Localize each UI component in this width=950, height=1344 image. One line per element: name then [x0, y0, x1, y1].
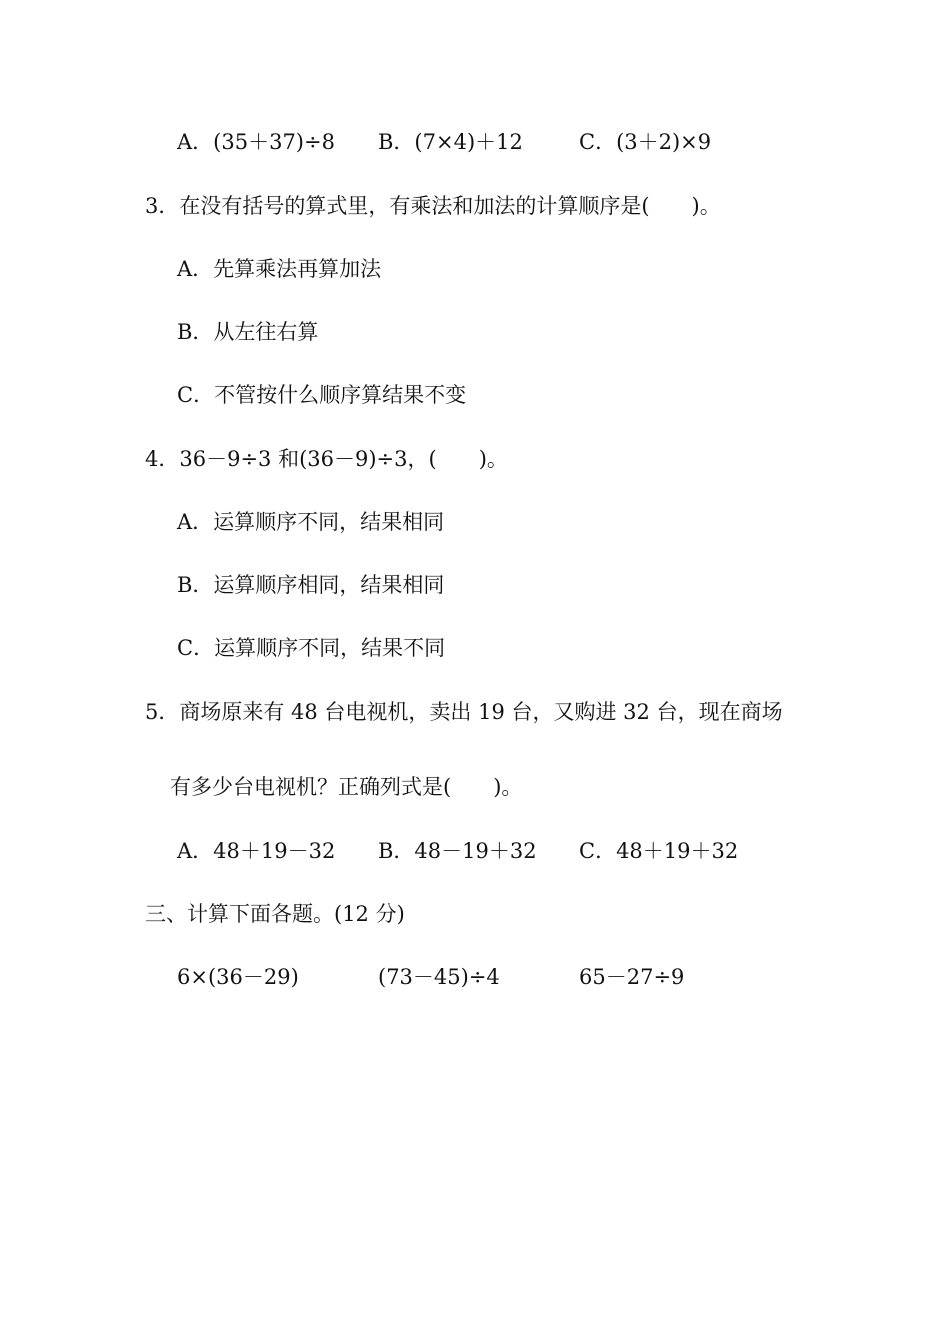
- q3-option-c: C．不管按什么顺序算结果不变: [177, 383, 467, 407]
- q3-option-b: B．从左往右算: [177, 320, 319, 344]
- section3-heading: 三、计算下面各题。(12 分): [145, 902, 405, 926]
- q2-option-c: C．(3＋2)×9: [579, 130, 712, 154]
- calc-problem-3: 65－27÷9: [579, 965, 685, 989]
- q4-option-c: C．运算顺序不同，结果不同: [177, 636, 446, 660]
- q4-option-b: B．运算顺序相同，结果相同: [177, 573, 445, 597]
- q5-stem-line2: 有多少台电视机？正确列式是( )。: [170, 775, 523, 799]
- calc-problem-1: 6×(36－29): [177, 965, 299, 989]
- q2-option-b: B．(7×4)＋12: [378, 130, 523, 154]
- q4-option-a: A．运算顺序不同，结果相同: [177, 510, 445, 534]
- q3-stem: 3．在没有括号的算式里，有乘法和加法的计算顺序是( )。: [145, 194, 721, 218]
- q2-option-a: A．(35＋37)÷8: [177, 130, 335, 154]
- calc-problem-2: (73－45)÷4: [378, 965, 500, 989]
- q5-option-b: B．48－19＋32: [378, 839, 537, 863]
- q5-stem-line1: 5．商场原来有 48 台电视机，卖出 19 台，又购进 32 台，现在商场: [145, 700, 783, 724]
- q4-stem: 4．36－9÷3 和(36－9)÷3，( )。: [145, 447, 508, 471]
- q3-option-a: A．先算乘法再算加法: [177, 257, 382, 281]
- q5-option-c: C．48＋19＋32: [579, 839, 739, 863]
- q5-option-a: A．48＋19－32: [177, 839, 336, 863]
